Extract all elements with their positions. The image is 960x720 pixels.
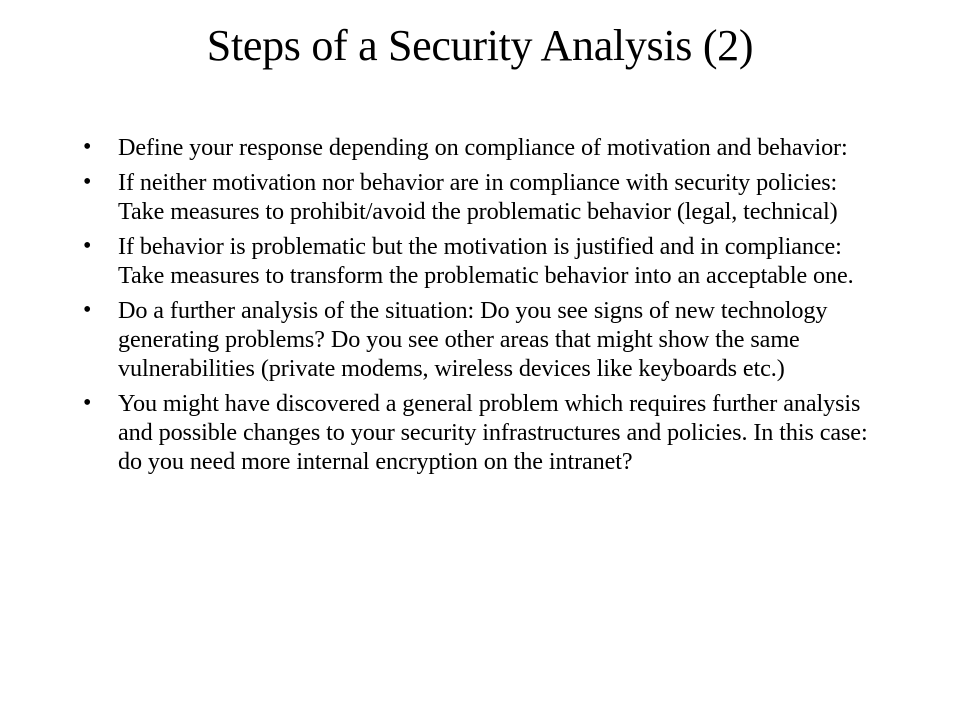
bullet-marker: • [83,169,92,195]
bullet-text: Define your response depending on compliance of motivation and behavior: [118,134,848,161]
bullet-item [76,389,876,476]
bullet-text: If behavior is problematic but the motivation is justified and in compliance: Take measures to transform the problematic behavior into an acceptable one. [118,233,854,289]
bullet-item [76,168,876,226]
bullet-marker: • [83,233,92,259]
slide-title: Steps of a Security Analysis (2) [206,21,754,70]
bullet-text: If neither motivation nor behavior are in compliance with security policies: Take measures to prohibit/avoid the problematic behavior (legal, technical) [118,169,838,225]
bullet-item [76,296,876,383]
bullet-item [76,232,876,290]
bullet-marker: • [83,134,92,160]
bullet-text: You might have discovered a general problem which requires further analysis and possible changes to your security infrastructures and policies. In this case: do you need more internal encryption on the intranet? [118,390,868,475]
bullet-marker: • [83,297,92,323]
bullet-text: Do a further analysis of the situation: Do you see signs of new technology generating problems? Do you see other areas that might show the same vulnerabilities (private modems, wireless devices like keyboards etc.) [118,297,828,382]
bullet-item [76,133,876,162]
bullet-list [76,133,876,482]
bullet-marker: • [83,390,92,416]
